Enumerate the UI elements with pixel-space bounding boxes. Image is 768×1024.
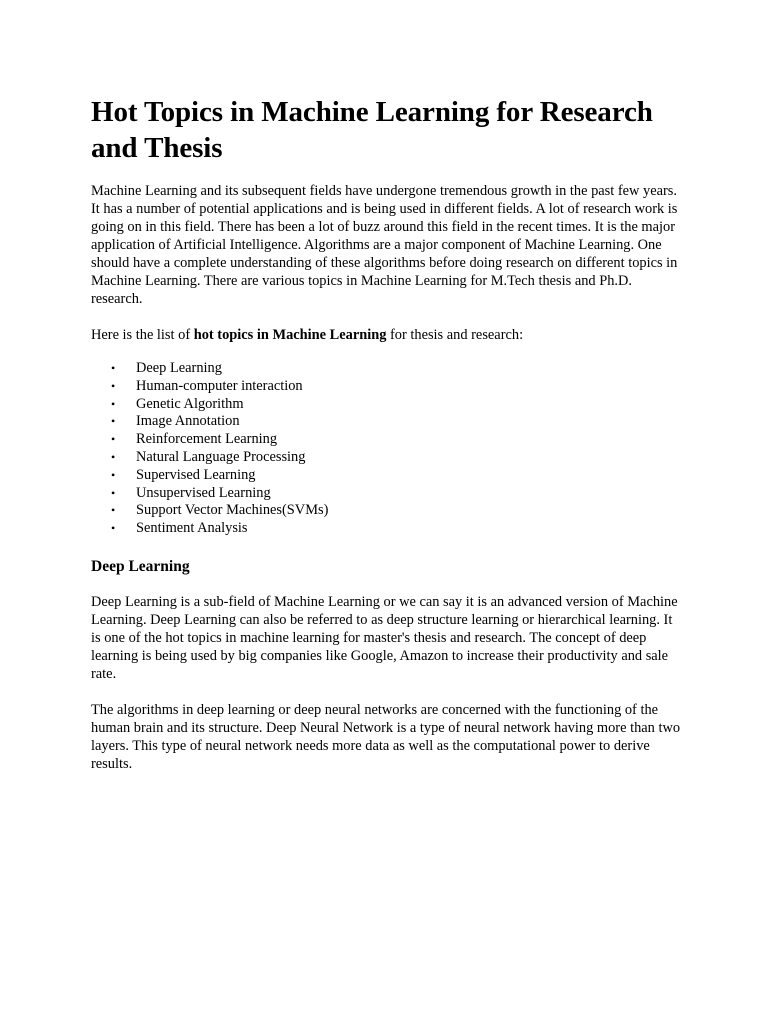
list-item-label: Genetic Algorithm [136, 395, 244, 412]
bullet-icon: • [111, 432, 116, 447]
document-page [91, 94, 681, 773]
bullet-icon: • [111, 467, 116, 482]
topics-list [91, 360, 681, 538]
list-item-label: Deep Learning [136, 360, 222, 376]
bullet-icon: • [111, 449, 116, 464]
section-heading-deep-learning: Deep Learning [91, 557, 190, 575]
list-item-label: Support Vector Machines(SVMs) [136, 502, 329, 519]
bullet-icon: • [111, 378, 116, 393]
list-item-label: Reinforcement Learning [136, 431, 278, 448]
topics-list-intro-bold: hot topics in Machine Learning [193, 327, 387, 343]
deep-learning-paragraph-1: Deep Learning is a sub-field of Machine Learning or we can say it is an advanced version of Machine Learning. Deep Learning can also be referred to as deep structure learning or hierarchical learning. It is one of the hot topics in machine learning for master's thesis and research. The concept of deep learning is being used by big companies like Google, Amazon to increase their productivity and sale rate. [91, 593, 678, 682]
deep-learning-paragraph-2: The algorithms in deep learning or deep neural networks are concerned with the functioning of the human brain and its structure. Deep Neural Network is a type of neural network having more than two layers. This type of neural network needs more data as well as the computational power to derive results. [91, 701, 681, 772]
list-item [91, 413, 681, 431]
list-item-label: Unsupervised Learning [136, 484, 271, 501]
list-item [91, 360, 681, 378]
list-item [91, 396, 681, 414]
page-title: Hot Topics in Machine Learning for Research and Thesis [91, 96, 653, 164]
list-item [91, 431, 681, 449]
bullet-icon: • [111, 361, 116, 375]
list-item [91, 467, 681, 485]
list-item-label: Image Annotation [136, 413, 240, 430]
list-item [91, 502, 681, 520]
list-item [91, 520, 681, 538]
bullet-icon: • [111, 521, 116, 536]
bullet-icon: • [111, 396, 116, 411]
list-item-label: Supervised Learning [136, 466, 256, 483]
list-item [91, 449, 681, 467]
list-item [91, 485, 681, 503]
bullet-icon: • [111, 485, 116, 500]
topics-list-intro [91, 326, 681, 344]
list-item-label: Human-computer interaction [136, 377, 303, 394]
list-item-label: Sentiment Analysis [136, 520, 248, 537]
intro-paragraph: Machine Learning and its subsequent fields have undergone tremendous growth in the past few years. It has a number of potential applications and is being used in different fields. A lot of research work is going on in this field. There has been a lot of buzz around this field in the recent times. It is the major application of Artificial Intelligence. Algorithms are a major component of Machine Learning. One should have a complete understanding of these algorithms before doing research on different topics in Machine Learning. There are various topics in Machine Learning for M.Tech thesis and Ph.D. research. [91, 183, 678, 307]
bullet-icon: • [111, 414, 116, 429]
topics-list-intro-before: Here is the list of [91, 327, 194, 343]
list-item [91, 378, 681, 396]
topics-list-intro-after: for thesis and research: [386, 327, 524, 343]
list-item-label: Natural Language Processing [136, 448, 306, 465]
bullet-icon: • [111, 503, 116, 518]
